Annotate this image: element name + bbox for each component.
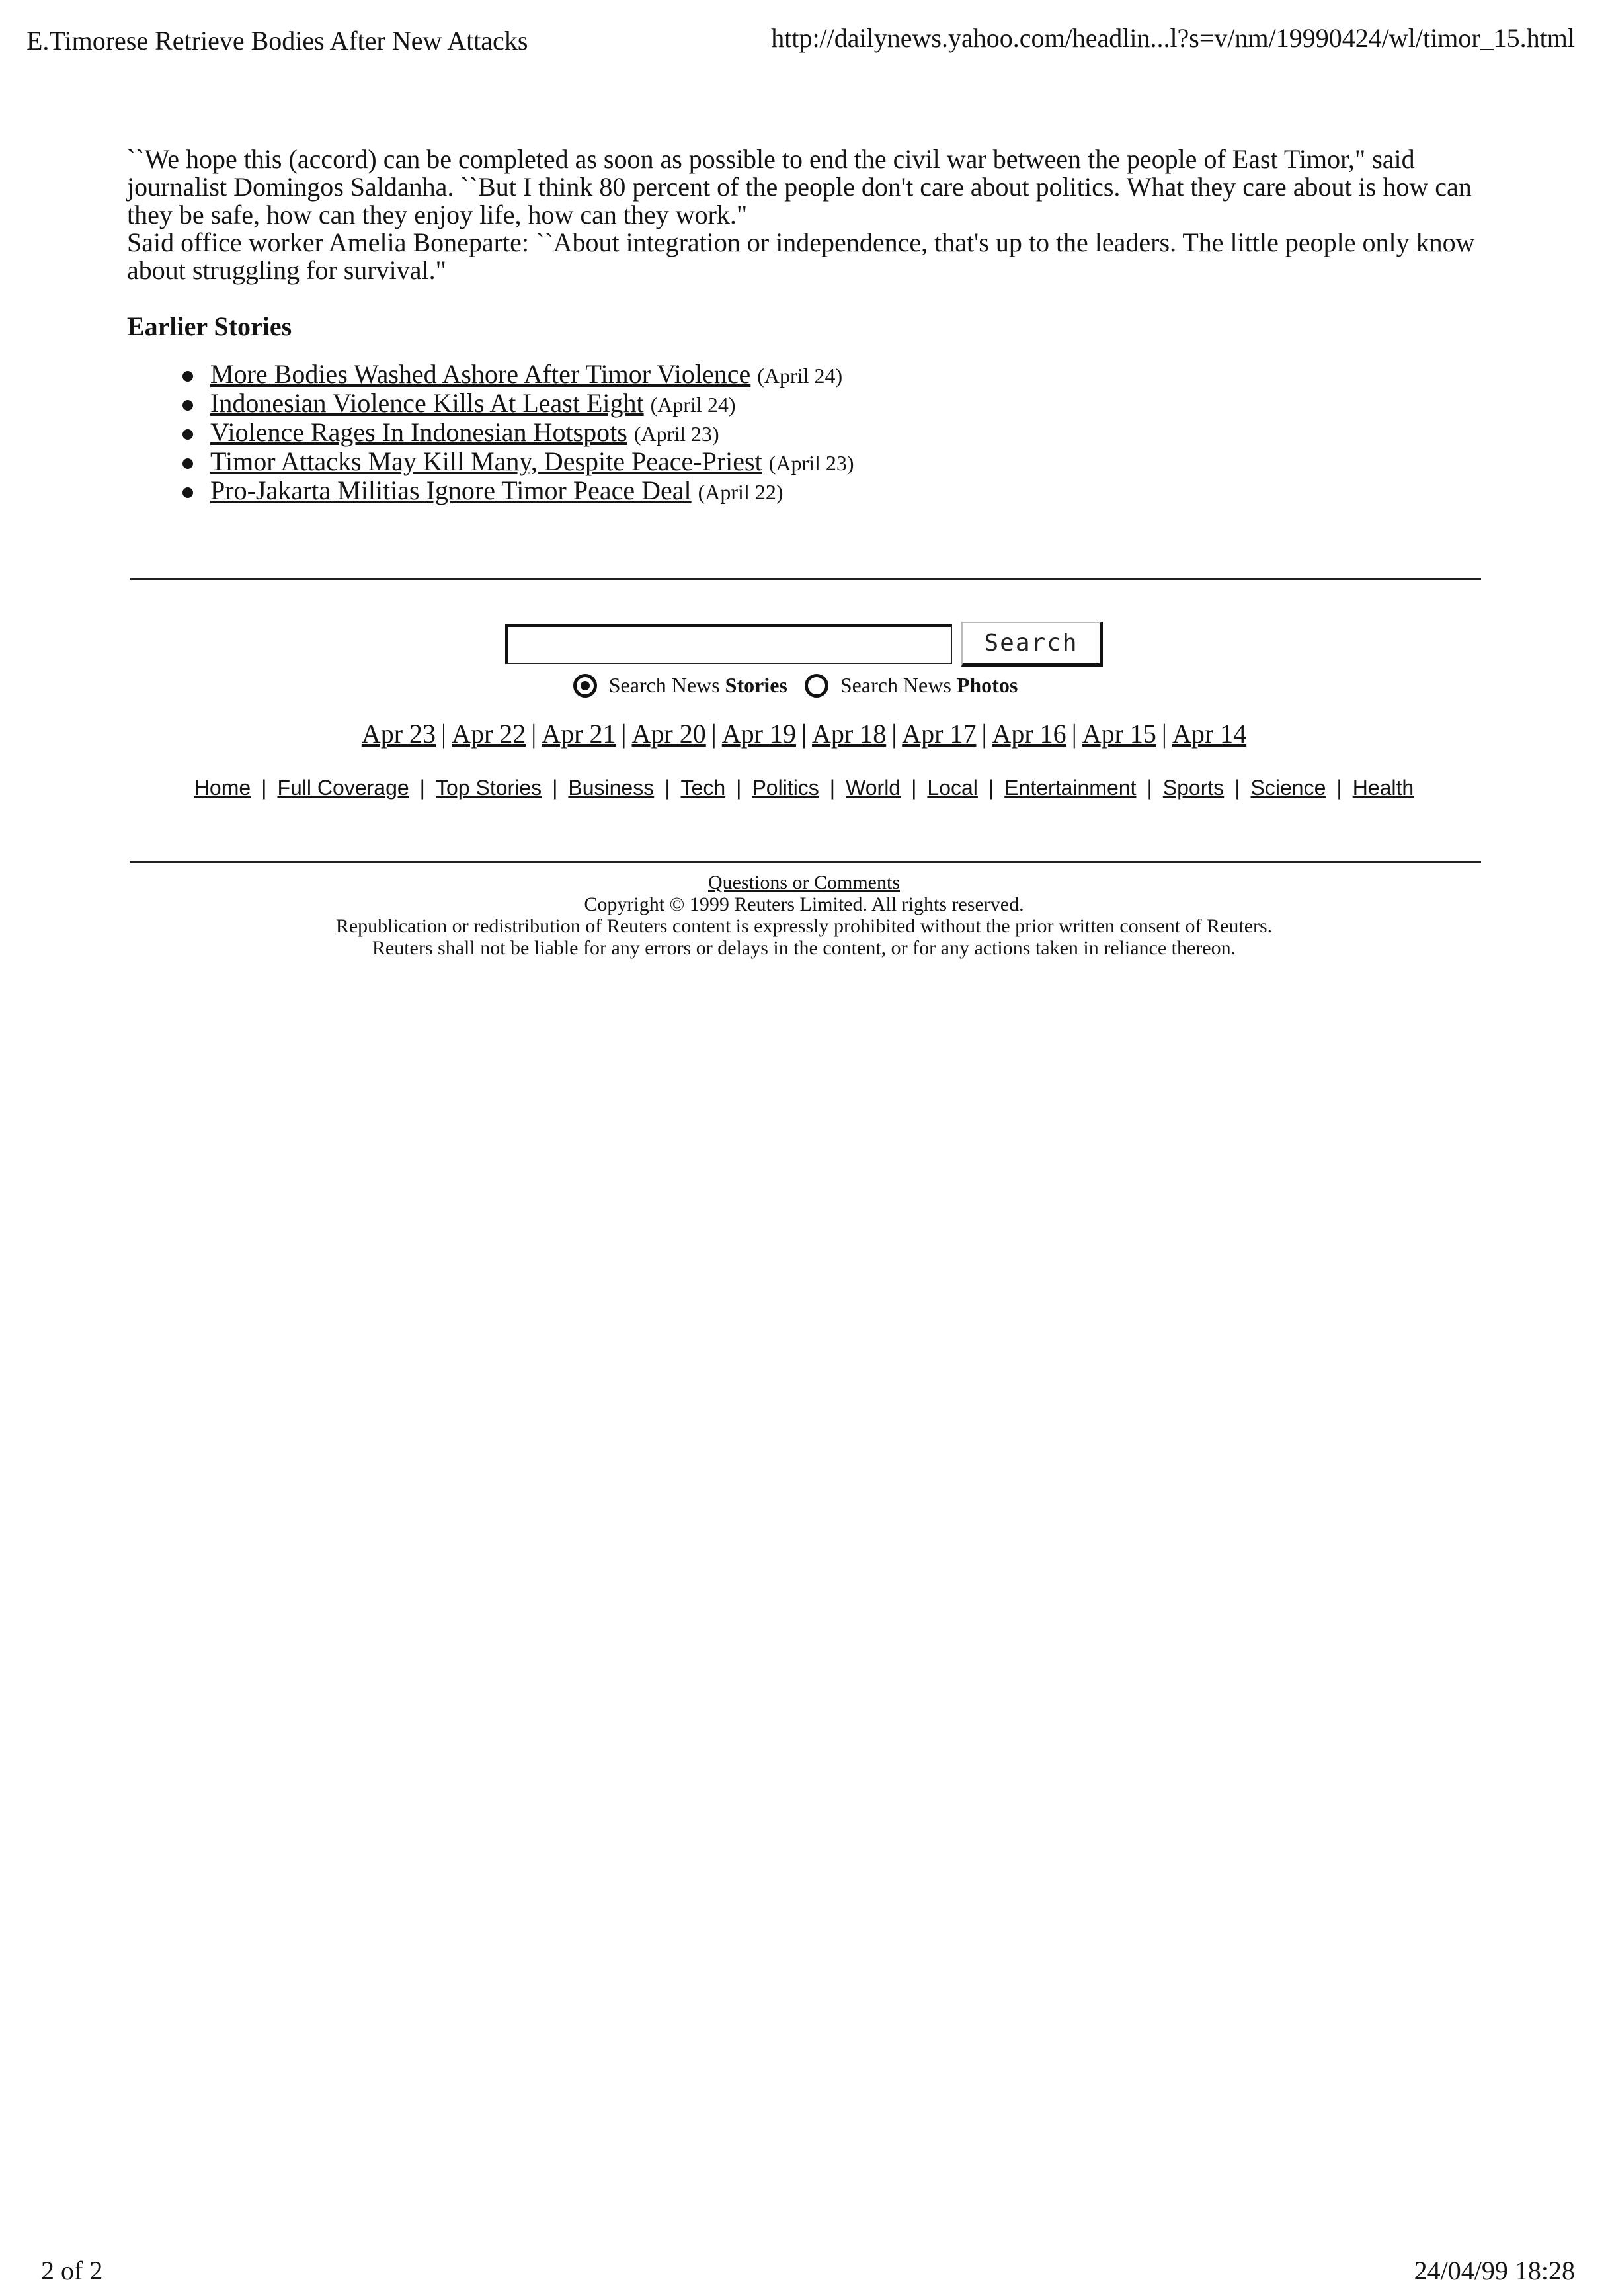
nav-link-top-stories[interactable]: Top Stories bbox=[435, 775, 542, 800]
separator: | bbox=[531, 718, 537, 749]
date-link[interactable]: Apr 17 bbox=[902, 718, 977, 749]
separator: | bbox=[1146, 775, 1152, 800]
separator: | bbox=[981, 718, 987, 749]
list-item bbox=[210, 419, 1482, 448]
story-date: (April 24) bbox=[650, 393, 736, 417]
separator: | bbox=[801, 718, 807, 749]
separator: | bbox=[621, 718, 627, 749]
story-date: (April 23) bbox=[768, 451, 854, 475]
date-link[interactable]: Apr 21 bbox=[542, 718, 616, 749]
separator: | bbox=[1161, 718, 1167, 749]
search-options bbox=[573, 673, 1035, 698]
search-photos-label bbox=[840, 673, 1018, 698]
separator: | bbox=[1071, 718, 1077, 749]
story-link[interactable]: More Bodies Washed Ashore After Timor Violence bbox=[210, 359, 751, 389]
date-links bbox=[0, 718, 1608, 749]
separator: | bbox=[988, 775, 994, 800]
separator: | bbox=[891, 718, 897, 749]
story-link[interactable]: Indonesian Violence Kills At Least Eight bbox=[210, 388, 644, 418]
list-item bbox=[210, 448, 1482, 477]
divider bbox=[130, 861, 1481, 863]
republication-text: Republication or redistribution of Reuters content is expressly prohibited without the prior written consent of Reuters. bbox=[335, 915, 1273, 937]
nav-link-business[interactable]: Business bbox=[568, 775, 655, 800]
date-link[interactable]: Apr 18 bbox=[812, 718, 887, 749]
bullet-icon bbox=[182, 487, 193, 498]
story-link[interactable]: Violence Rages In Indonesian Hotspots bbox=[210, 417, 627, 447]
separator: | bbox=[261, 775, 267, 800]
date-link[interactable]: Apr 23 bbox=[361, 718, 436, 749]
story-date: (April 22) bbox=[698, 480, 784, 504]
date-link[interactable]: Apr 16 bbox=[992, 718, 1066, 749]
nav-link-home[interactable]: Home bbox=[194, 775, 251, 800]
separator: | bbox=[1234, 775, 1240, 800]
bullet-icon bbox=[182, 400, 193, 411]
date-link[interactable]: Apr 19 bbox=[721, 718, 796, 749]
article-paragraph: Said office worker Amelia Boneparte: ``About integration or independence, that's up to the leaders. The little people only know about struggling for survival." bbox=[127, 227, 1475, 285]
search-area bbox=[0, 622, 1608, 800]
nav-link-full-coverage[interactable]: Full Coverage bbox=[277, 775, 409, 800]
search-button[interactable]: Search bbox=[961, 622, 1102, 667]
nav-link-politics[interactable]: Politics bbox=[752, 775, 819, 800]
story-date: (April 23) bbox=[633, 422, 719, 446]
search-photos-label-bold: Photos bbox=[956, 673, 1018, 697]
nav-link-science[interactable]: Science bbox=[1250, 775, 1326, 800]
earlier-stories-list bbox=[127, 360, 1482, 506]
separator: | bbox=[711, 718, 717, 749]
separator: | bbox=[829, 775, 836, 800]
nav-link-local[interactable]: Local bbox=[927, 775, 978, 800]
search-photos-radio[interactable] bbox=[805, 674, 828, 698]
divider bbox=[130, 578, 1481, 580]
liability-text: Reuters shall not be liable for any errors or delays in the content, or for any actions taken in reliance thereon. bbox=[372, 937, 1236, 959]
separator: | bbox=[552, 775, 558, 800]
separator: | bbox=[736, 775, 742, 800]
bullet-icon bbox=[182, 429, 193, 440]
earlier-stories-heading: Earlier Stories bbox=[127, 311, 292, 341]
story-link[interactable]: Pro-Jakarta Militias Ignore Timor Peace Deal bbox=[210, 475, 692, 505]
nav-link-sports[interactable]: Sports bbox=[1162, 775, 1225, 800]
bullet-icon bbox=[182, 458, 193, 469]
date-link[interactable]: Apr 22 bbox=[452, 718, 526, 749]
story-date: (April 24) bbox=[757, 364, 843, 388]
separator: | bbox=[664, 775, 670, 800]
article-content bbox=[127, 145, 1482, 506]
copyright-text: Copyright © 1999 Reuters Limited. All rights reserved. bbox=[584, 893, 1024, 915]
nav-link-world[interactable]: World bbox=[846, 775, 901, 800]
nav-link-health[interactable]: Health bbox=[1352, 775, 1414, 800]
list-item bbox=[210, 477, 1482, 506]
nav-link-tech[interactable]: Tech bbox=[680, 775, 726, 800]
print-footer-page: 2 of 2 bbox=[41, 2256, 103, 2285]
nav-link-entertainment[interactable]: Entertainment bbox=[1004, 775, 1137, 800]
separator: | bbox=[441, 718, 447, 749]
search-stories-label-prefix: Search News bbox=[608, 673, 725, 697]
print-footer-datetime: 24/04/99 18:28 bbox=[1414, 2256, 1575, 2285]
search-form bbox=[505, 622, 1102, 667]
article-paragraph: ``We hope this (accord) can be completed as soon as possible to end the civil war between the people of East Timor," said journalist Domingos Saldanha. ``But I think 80 percent of the people don't care about politics. What they care about is how can they be safe, how can they enjoy life, how can they work." bbox=[127, 144, 1472, 229]
separator: | bbox=[1336, 775, 1342, 800]
search-stories-label-bold: Stories bbox=[725, 673, 787, 697]
bullet-icon bbox=[182, 371, 193, 382]
search-stories-label bbox=[609, 673, 787, 698]
search-stories-radio[interactable] bbox=[573, 674, 597, 698]
separator: | bbox=[911, 775, 917, 800]
search-photos-label-prefix: Search News bbox=[840, 673, 957, 697]
list-item bbox=[210, 390, 1482, 419]
page-footer bbox=[0, 872, 1608, 959]
print-header-url: http://dailynews.yahoo.com/headlin...l?s=v/nm/19990424/wl/timor_15.html bbox=[771, 23, 1575, 53]
search-input[interactable] bbox=[505, 624, 952, 664]
date-link[interactable]: Apr 20 bbox=[631, 718, 706, 749]
section-nav bbox=[0, 776, 1608, 800]
questions-link[interactable]: Questions or Comments bbox=[708, 872, 900, 893]
story-link[interactable]: Timor Attacks May Kill Many, Despite Peace-Priest bbox=[210, 446, 762, 476]
date-link[interactable]: Apr 14 bbox=[1172, 718, 1247, 749]
date-link[interactable]: Apr 15 bbox=[1082, 718, 1156, 749]
list-item bbox=[210, 360, 1482, 390]
separator: | bbox=[419, 775, 425, 800]
print-header-title: E.Timorese Retrieve Bodies After New Attacks bbox=[26, 26, 528, 56]
